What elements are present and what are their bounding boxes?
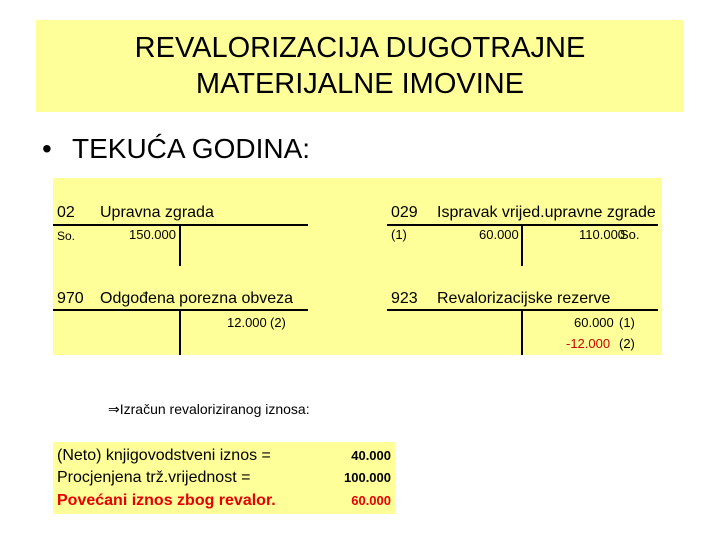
- calc-row: [57, 446, 391, 466]
- implies-arrow-icon: ⇒: [108, 401, 120, 417]
- account-02-debit-label: So.: [57, 229, 76, 243]
- account-029-code: 029: [391, 204, 418, 221]
- account-02-code: 02: [57, 204, 75, 221]
- calc-row-value: 100.000: [344, 470, 391, 485]
- account-029-credit-label: So.: [620, 227, 640, 242]
- calc-row-label: (Neto) knjigovodstveni iznos =: [57, 447, 271, 464]
- account-02-t-divider: [179, 224, 181, 266]
- account-02-debit-value: 150.000: [129, 227, 176, 242]
- calc-result-label: Povećani iznos zbog revalor.: [57, 492, 276, 509]
- account-029-debit-value: 60.000: [479, 227, 519, 242]
- account-970-t-divider: [179, 309, 181, 355]
- account-02-name: Upravna zgrada: [100, 204, 214, 221]
- account-970-code: 970: [57, 290, 84, 307]
- calc-row-value: 40.000: [351, 448, 391, 463]
- calc-row: [57, 468, 391, 488]
- account-923-code: 923: [391, 290, 418, 307]
- account-923-credit-ref-2: (2): [619, 336, 635, 351]
- account-029-credit-value: 110.000: [579, 227, 626, 242]
- account-970-credit-ref: (2): [270, 315, 286, 330]
- account-970-credit-value: 12.000: [227, 315, 267, 330]
- account-923-credit-ref-1: (1): [619, 315, 635, 330]
- account-029-t-divider: [521, 224, 523, 266]
- calculation-box: [53, 442, 395, 514]
- bullet-icon: •: [42, 133, 52, 164]
- ledger-accounts: [53, 178, 662, 355]
- title-line-2: MATERIJALNE IMOVINE: [195, 68, 525, 100]
- account-923-t-divider: [521, 309, 523, 355]
- section-heading: [42, 132, 310, 166]
- account-029-name: Ispravak vrijed.upravne zgrade: [437, 204, 656, 221]
- calc-row-result: [57, 491, 391, 511]
- calculation-note-text: Izračun revaloriziranog iznosa:: [119, 401, 310, 417]
- section-heading-text: TEKUĆA GODINA:: [72, 133, 311, 164]
- title-box: [36, 20, 684, 112]
- account-923-credit-value-1: 60.000: [574, 315, 614, 330]
- account-970-name: Odgođena porezna obveza: [100, 290, 294, 307]
- title-line-1: REVALORIZACIJA DUGOTRAJNE: [134, 32, 586, 64]
- calc-row-label: Procjenjena trž.vrijednost =: [57, 469, 251, 486]
- calc-result-value: 60.000: [351, 493, 391, 508]
- calculation-note: [108, 400, 310, 418]
- account-029-debit-ref: (1): [391, 227, 407, 242]
- account-923-credit-value-2: -12.000: [566, 336, 611, 351]
- account-923-name: Revalorizacijske rezerve: [437, 290, 611, 307]
